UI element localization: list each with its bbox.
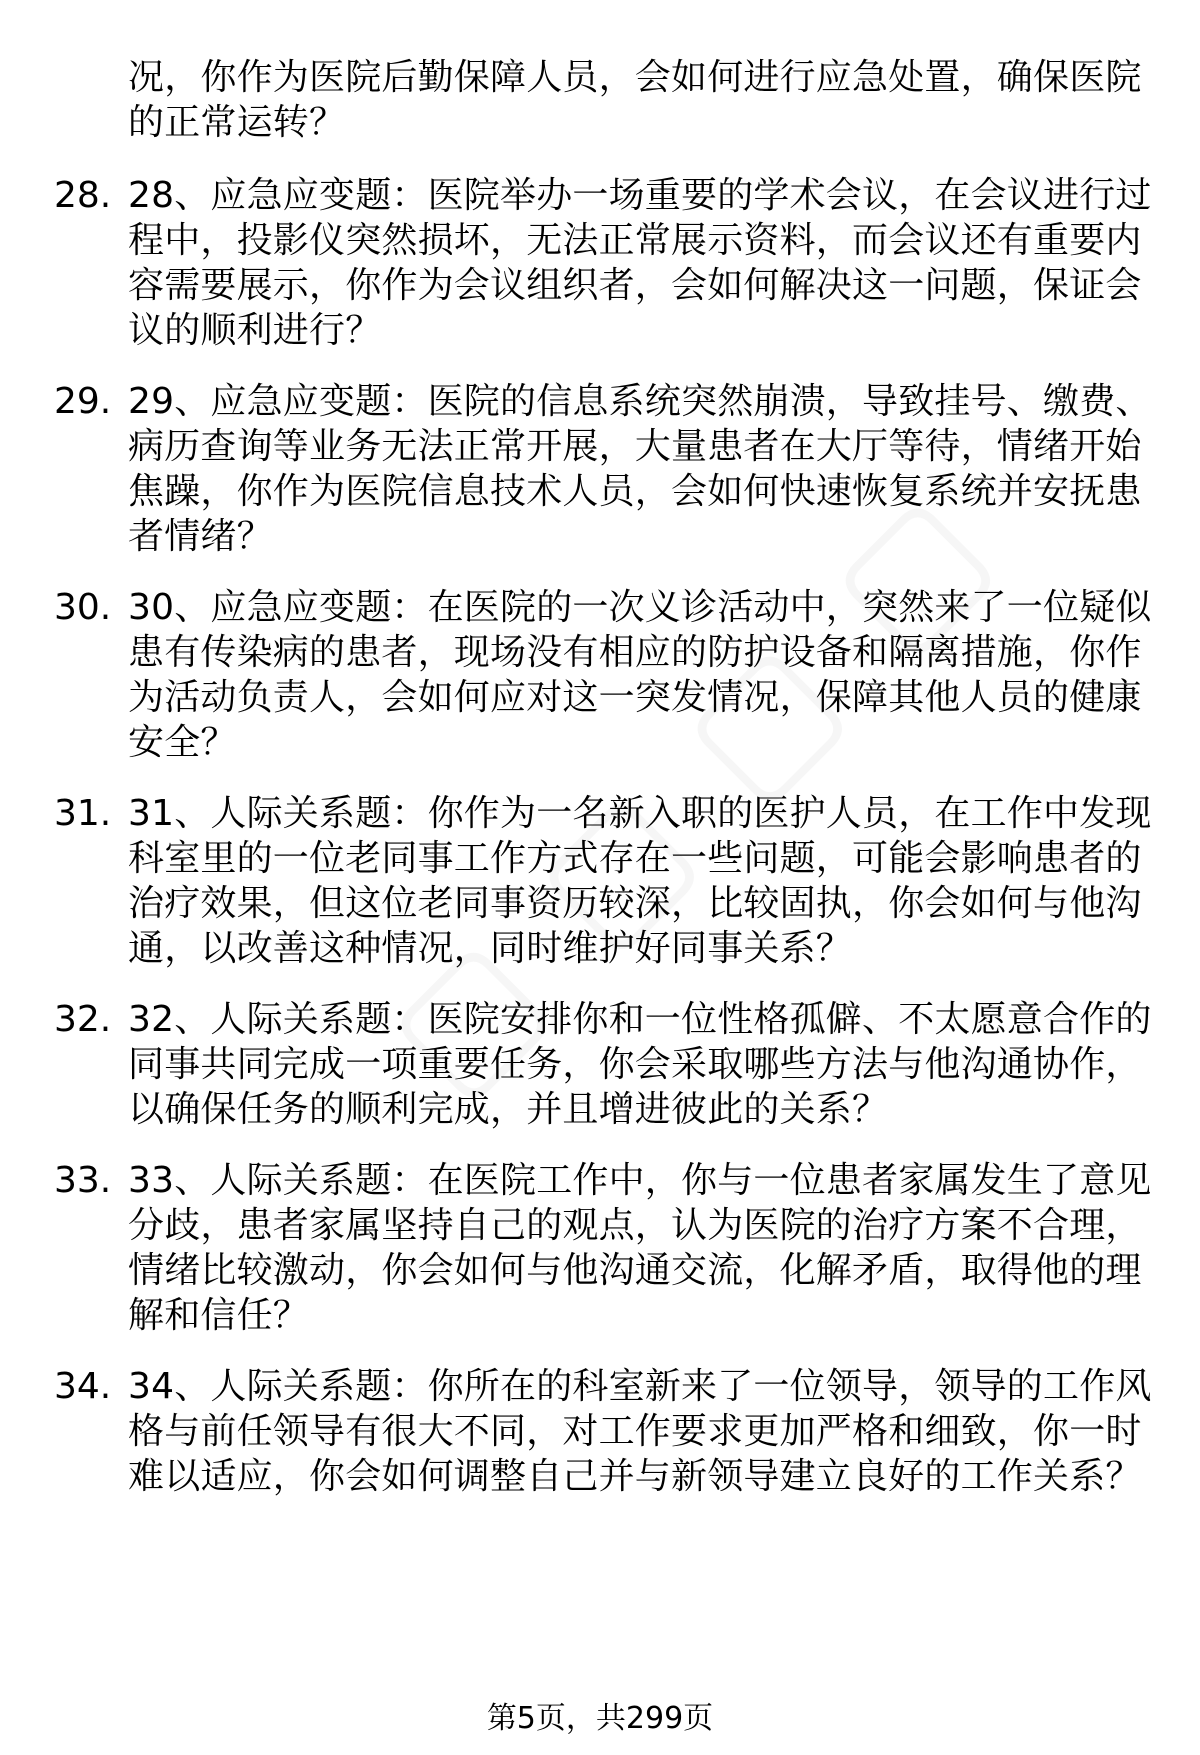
list-item-line: 议的顺利进行？ [128,310,382,351]
list-item-number: 32. [54,999,112,1040]
list-item-line: 解和信任？ [128,1295,310,1336]
list-item-line: 情绪比较激动，你会如何与他沟通交流，化解矛盾，取得他的理 [128,1250,1142,1291]
list-item-line: 者情绪？ [128,516,273,557]
list-item-line: 容需要展示，你作为会议组织者，会如何解决这一问题，保证会 [128,265,1142,306]
list-item-number: 29. [54,381,112,422]
continuation-line: 的正常运转？ [128,102,346,143]
list-item-number: 28. [54,175,112,216]
list-item-line: 28、应急应变题：医院举办一场重要的学术会议，在会议进行过 [128,175,1152,216]
list-item-line: 以确保任务的顺利完成，并且增进彼此的关系？ [128,1089,889,1130]
list-item-line: 科室里的一位老同事工作方式存在一些问题，可能会影响患者的 [128,838,1142,879]
page-number-footer: 第5页，共299页 [486,1701,714,1736]
list-item-number: 34. [54,1366,112,1407]
list-item-line: 患有传染病的患者，现场没有相应的防护设备和隔离措施，你作 [128,632,1142,673]
list-item-line: 32、人际关系题：医院安排你和一位性格孤僻、不太愿意合作的 [128,999,1152,1040]
list-item-line: 通，以改善这种情况，同时维护好同事关系？ [128,928,853,969]
list-item-line: 31、人际关系题：你作为一名新入职的医护人员，在工作中发现 [128,793,1152,834]
list-item-line: 为活动负责人，会如何应对这一突发情况，保障其他人员的健康 [128,677,1142,718]
list-item-line: 程中，投影仪突然损坏，无法正常展示资料，而会议还有重要内 [128,220,1142,261]
list-item-number: 30. [54,587,112,628]
list-item-line: 格与前任领导有很大不同，对工作要求更加严格和细致，你一时 [128,1411,1142,1452]
list-item-number: 31. [54,793,112,834]
list-item-line: 病历查询等业务无法正常开展，大量患者在大厅等待，情绪开始 [128,426,1142,467]
list-item-line: 30、应急应变题：在医院的一次义诊活动中，突然来了一位疑似 [128,587,1152,628]
list-item-line: 安全？ [128,722,237,763]
list-item-line: 焦躁，你作为医院信息技术人员，会如何快速恢复系统并安抚患 [128,471,1142,512]
list-item-line: 29、应急应变题：医院的信息系统突然崩溃，导致挂号、缴费、 [128,381,1152,422]
list-item-number: 33. [54,1160,112,1201]
list-item-line: 34、人际关系题：你所在的科室新来了一位领导，领导的工作风 [128,1366,1152,1407]
list-item-line: 同事共同完成一项重要任务，你会采取哪些方法与他沟通协作， [128,1044,1142,1085]
continuation-line: 况，你作为医院后勤保障人员，会如何进行应急处置，确保医院 [128,57,1142,98]
list-item-line: 分歧，患者家属坚持自己的观点，认为医院的治疗方案不合理， [128,1205,1142,1246]
list-item-line: 治疗效果，但这位老同事资历较深，比较固执，你会如何与他沟 [128,883,1142,924]
list-item-line: 难以适应，你会如何调整自己并与新领导建立良好的工作关系？ [128,1456,1142,1497]
list-item-line: 33、人际关系题：在医院工作中，你与一位患者家属发生了意见 [128,1160,1152,1201]
